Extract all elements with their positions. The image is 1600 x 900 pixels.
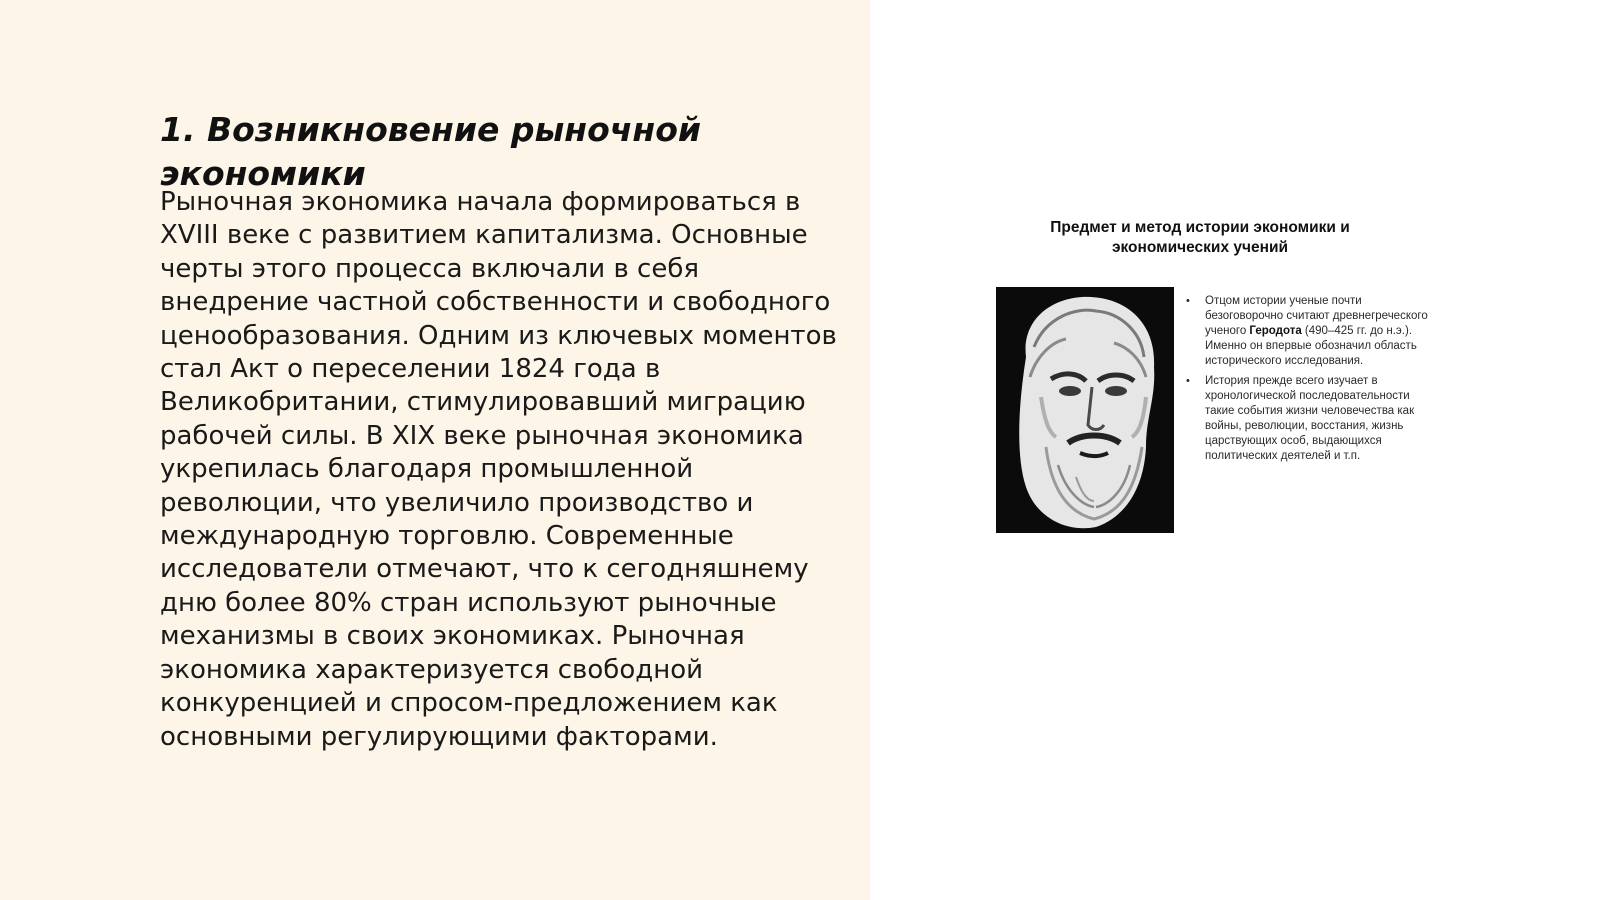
inset-bullet-list (1186, 294, 1430, 469)
bullet-icon: • (1186, 375, 1190, 387)
inset-bullet-item: • История прежде всего изучает в хронологической последовательности такие события жизни человечества как войны, революции, восстания, жизнь царствующих особ, выдающихся политических деятелей и т.п. (1186, 375, 1415, 462)
herodotus-bust-portrait (996, 287, 1174, 533)
slide-body-text: Рыночная экономика начала формироваться в XVIII веке с развитием капитализма. Основные черты этого процесса включали в себя внедрение частной собственности и свободного ценообразования. Одним из ключевых моментов стал Акт о переселении 1824 года в Великобритании, стимулировавший миграцию рабочей силы. В XIX веке рыночная экономика укрепилась благодаря промышленной революции, что увеличило производство и международную торговлю. Современные исследователи отмечают, что к сегодняшнему дню более 80% стран используют рыночные механизмы в своих экономиках. Рыночная экономика характеризуется свободной конкуренцией и спросом-предложением как основными регулирующими факторами. (160, 187, 837, 752)
slide-title: 1. Возникновение рыночной экономики (160, 110, 702, 193)
inset-bullet-item: • Отцом истории ученые почти безоговорочно считают древнегреческого ученого Геродота (490–425 гг. до н.э.). Именно он впервые обозначил область исторического исследования. (1186, 295, 1428, 367)
bullet-icon: • (1186, 295, 1190, 307)
bust-icon (996, 287, 1174, 533)
inset-slide-image (990, 218, 1430, 538)
inset-title: Предмет и метод истории экономики и экономических учений (1050, 219, 1350, 256)
